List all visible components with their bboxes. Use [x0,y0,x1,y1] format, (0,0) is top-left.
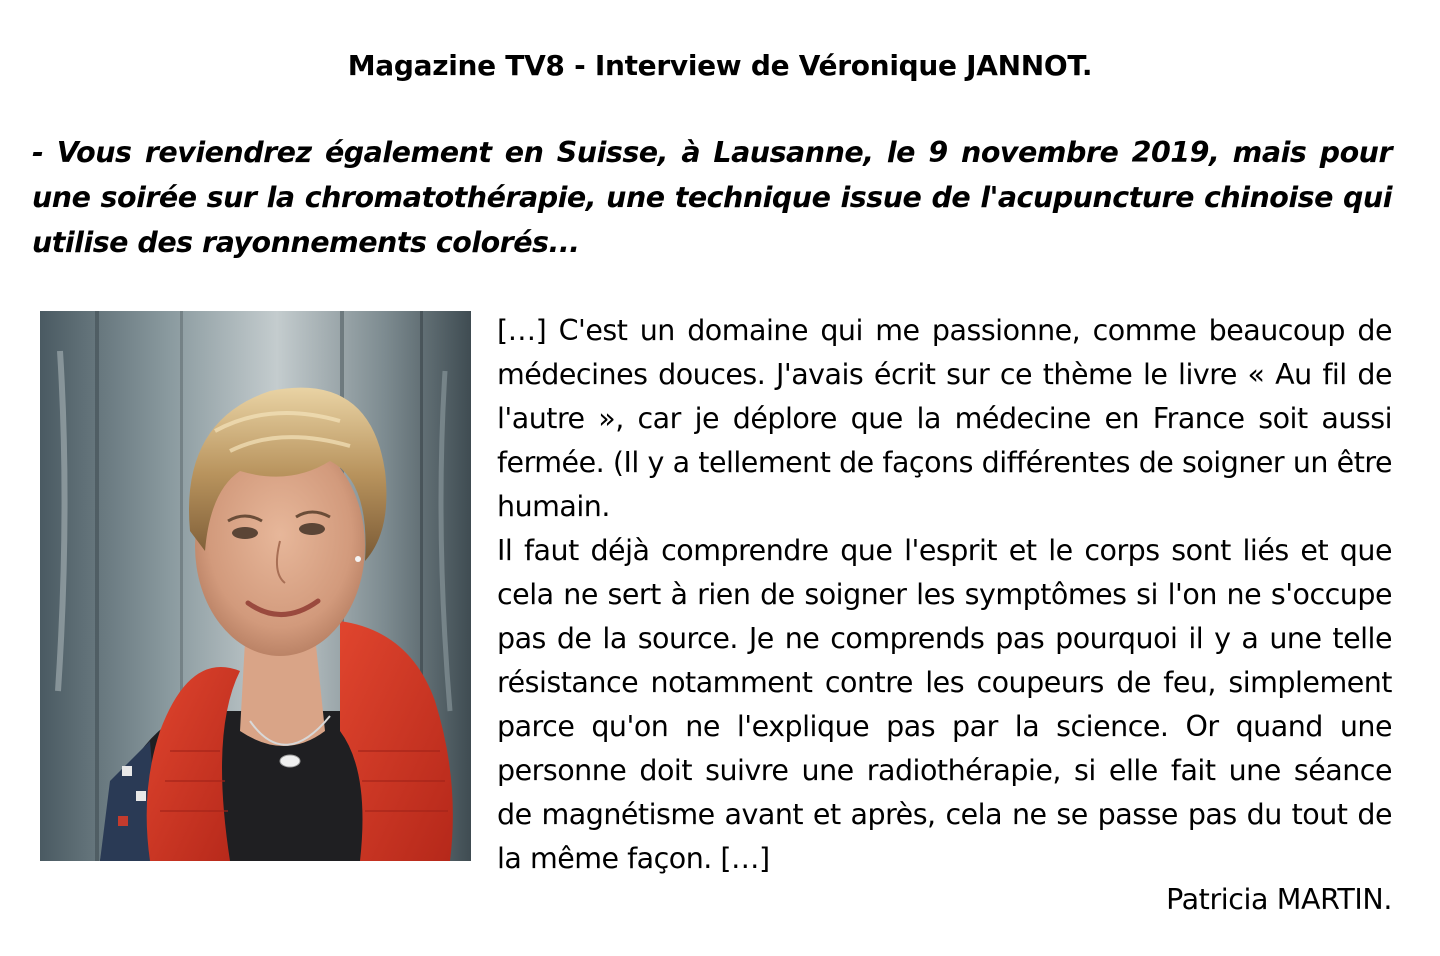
interview-question: - Vous reviendrez également en Suisse, à Lausanne, le 9 novembre 2019, mais pour une soirée sur la chromatothérapie, une technique issue de l'acupuncture chinoise qui utilise des rayonnements colorés... [32,136,1392,259]
author-signature: Patricia MARTIN. [1166,883,1392,916]
answer-paragraph-1: […] C'est un domaine qui me passionne, comme beaucoup de médecines douces. J'avais écrit sur ce thème le livre « Au fil de l'autre », car je déplore que la médecine en France soit aussi fermée. (Il y a tellement de façons différentes de soigner un être humain. [497,314,1392,523]
answer-paragraph-2: Il faut déjà comprendre que l'esprit et le corps sont liés et que cela ne sert à rien de soigner les symptômes si l'on ne s'occupe pas de la source. Je ne comprends pas pourquoi il y a une telle résistance notamment contre les coupeurs de feu, simplement parce qu'on ne l'explique pas par la science. Or quand une personne doit suivre une radiothérapie, si elle fait une séance de magnétisme avant et après, cela ne se passe pas du tout de la même façon. […] [497,534,1392,875]
portrait-photo [40,311,471,861]
page-title: Magazine TV8 - Interview de Véronique JANNOT. [347,49,1093,82]
interview-answer [497,309,1392,881]
